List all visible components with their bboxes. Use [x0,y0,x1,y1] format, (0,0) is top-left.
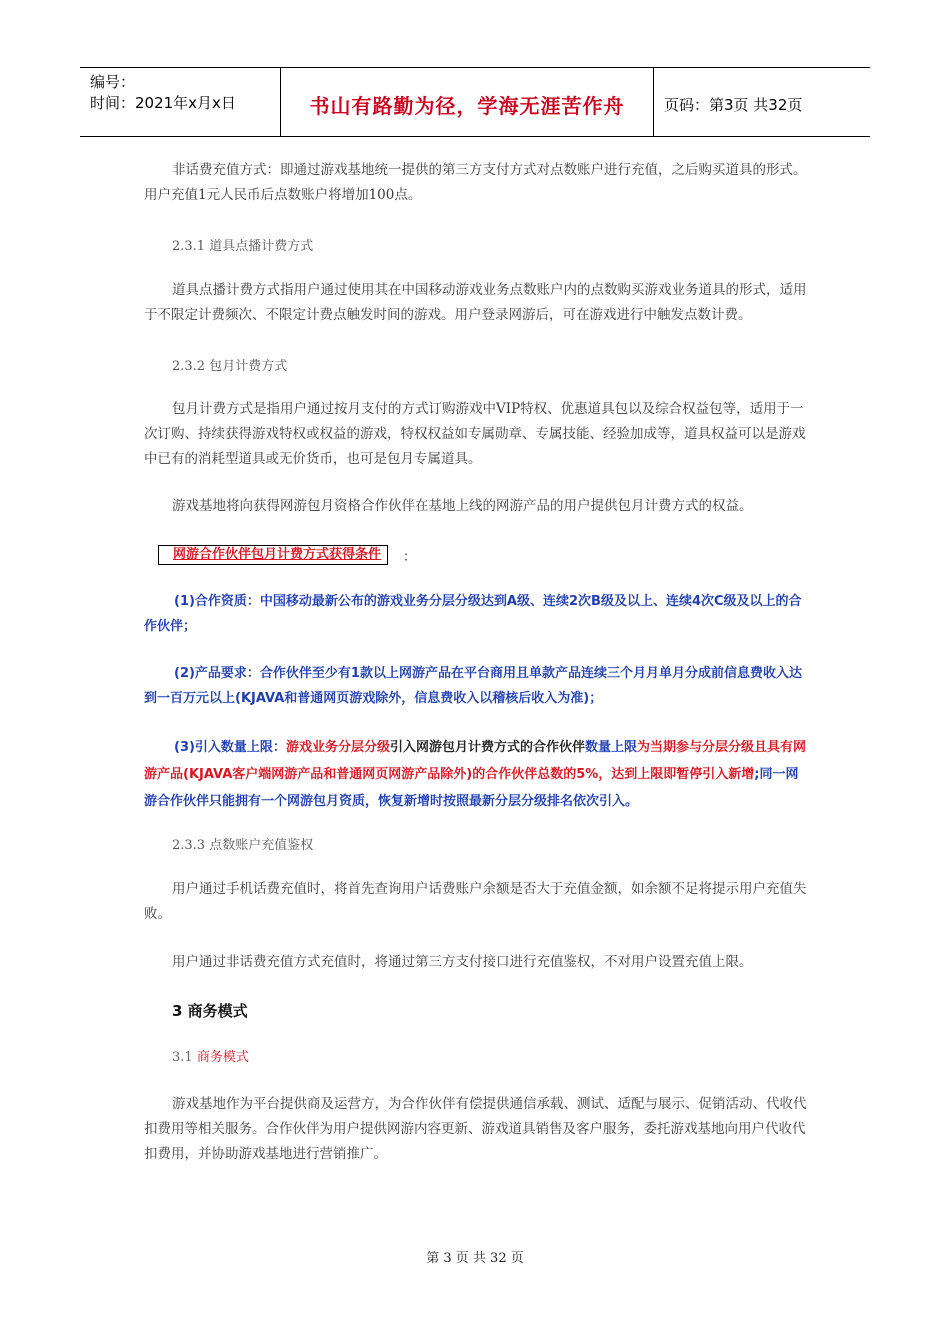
paragraph-phone-recharge-auth: 用户通过手机话费充值时，将首先查询用户话费账户余额是否大于充值金额，如余额不足将提示用户充值失败。 [144,881,807,922]
section-3-1-title: 商务模式 [196,1050,249,1065]
code-label: 编号： [90,73,136,91]
condition-qualification: (1)合作资质：中国移动最新公布的游戏业务分层分级达到A级、连续2次B级及以上、连续4次C级及以上的合作伙伴； [144,594,802,634]
paragraph-non-phone-recharge: 非话费充值方式：即通过游戏基地统一提供的第三方支付方式对点数账户进行充值，之后购买道具的形式。用户充值1元人民币后点数账户将增加100点。 [144,162,807,203]
time-label: 时间：2021年x月x日 [90,94,236,112]
section-2-3-3: 2.3.3 点数账户充值鉴权 [172,838,314,853]
header-page-cell [654,68,870,136]
page-info: 页码：第3页 共32页 [664,96,803,114]
boxed-condition-title: 网游合作伙伴包月计费方式获得条件 [158,545,388,565]
header-motto-cell [281,68,654,136]
paragraph-item-billing: 道具点播计费方式指用户通过使用其在中国移动游戏业务点数账户内的点数购买游戏业务道具的形式，适用于不限定计费频次、不限定计费点触发时间的游戏。用户登录网游后，可在游戏进行中触发点数计费。 [144,282,807,323]
page-header [80,67,870,137]
header-meta-cell [80,68,281,136]
limit-label: (3)引入数量上限： [174,740,286,755]
limit-blue-2: ;同一网游合作伙伴只能拥有一个网游包月资质，恢复新增时按照最新分层分级排名依次引入。 [144,767,799,809]
limit-red-2: 为当期参与分层分级且具有网游产品(KJAVA客户端网游产品和普通网页网游产品除外)的合作伙伴总数的5%，达到上限即暂停引入新增 [144,740,806,782]
motto: 书山有路勤为径，学海无涯苦作舟 [309,94,625,118]
page-footer: 第 3 页 共 32 页 [426,1251,524,1266]
section-2-3-1: 2.3.1 道具点播计费方式 [172,239,314,254]
section-3-heading: 3 商务模式 [172,1002,248,1020]
section-3-1-heading [172,1046,249,1065]
section-2-3-2: 2.3.2 包月计费方式 [172,359,288,374]
paragraph-business-model: 游戏基地作为平台提供商及运营方，为合作伙伴有偿提供通信承载、测试、适配与展示、促销活动、代收代扣费用等相关服务。合作伙伴为用户提供网游内容更新、游戏道具销售及客户服务，委托游戏基地向用户代收代扣费用，并协助游戏基地进行营销推广。 [144,1096,807,1162]
limit-blue: 数量上限 [584,740,637,755]
limit-dark: 引入网游包月计费方式的合作伙伴 [389,740,585,755]
limit-red-1: 游戏业务分层分级 [285,740,390,755]
condition-product: (2)产品要求：合作伙伴至少有1款以上网游产品在平台商用且单款产品连续三个月月单月分成前信息费收入达到一百万元以上(KJAVA和普通网页游戏除外，信息费收入以稽核后收入为准)； [144,666,802,706]
paragraph-monthly-billing: 包月计费方式是指用户通过按月支付的方式订购游戏中VIP特权、优惠道具包以及综合权益包等，适用于一次订购、持续获得游戏特权或权益的游戏，特权权益如专属勋章、专属技能、经验加成等，道具权益可以是游戏中已有的消耗型道具或无价货币，也可是包月专属道具。 [144,401,806,467]
paragraph-non-phone-recharge-auth: 用户通过非话费充值方式充值时，将通过第三方支付接口进行充值鉴权，不对用户设置充值上限。 [172,954,753,970]
section-3-1-number: 3.1 [172,1050,197,1065]
condition-limit [144,733,809,814]
colon: ： [403,550,417,565]
paragraph-monthly-rights: 游戏基地将向获得网游包月资格合作伙伴在基地上线的网游产品的用户提供包月计费方式的权益。 [172,498,753,514]
